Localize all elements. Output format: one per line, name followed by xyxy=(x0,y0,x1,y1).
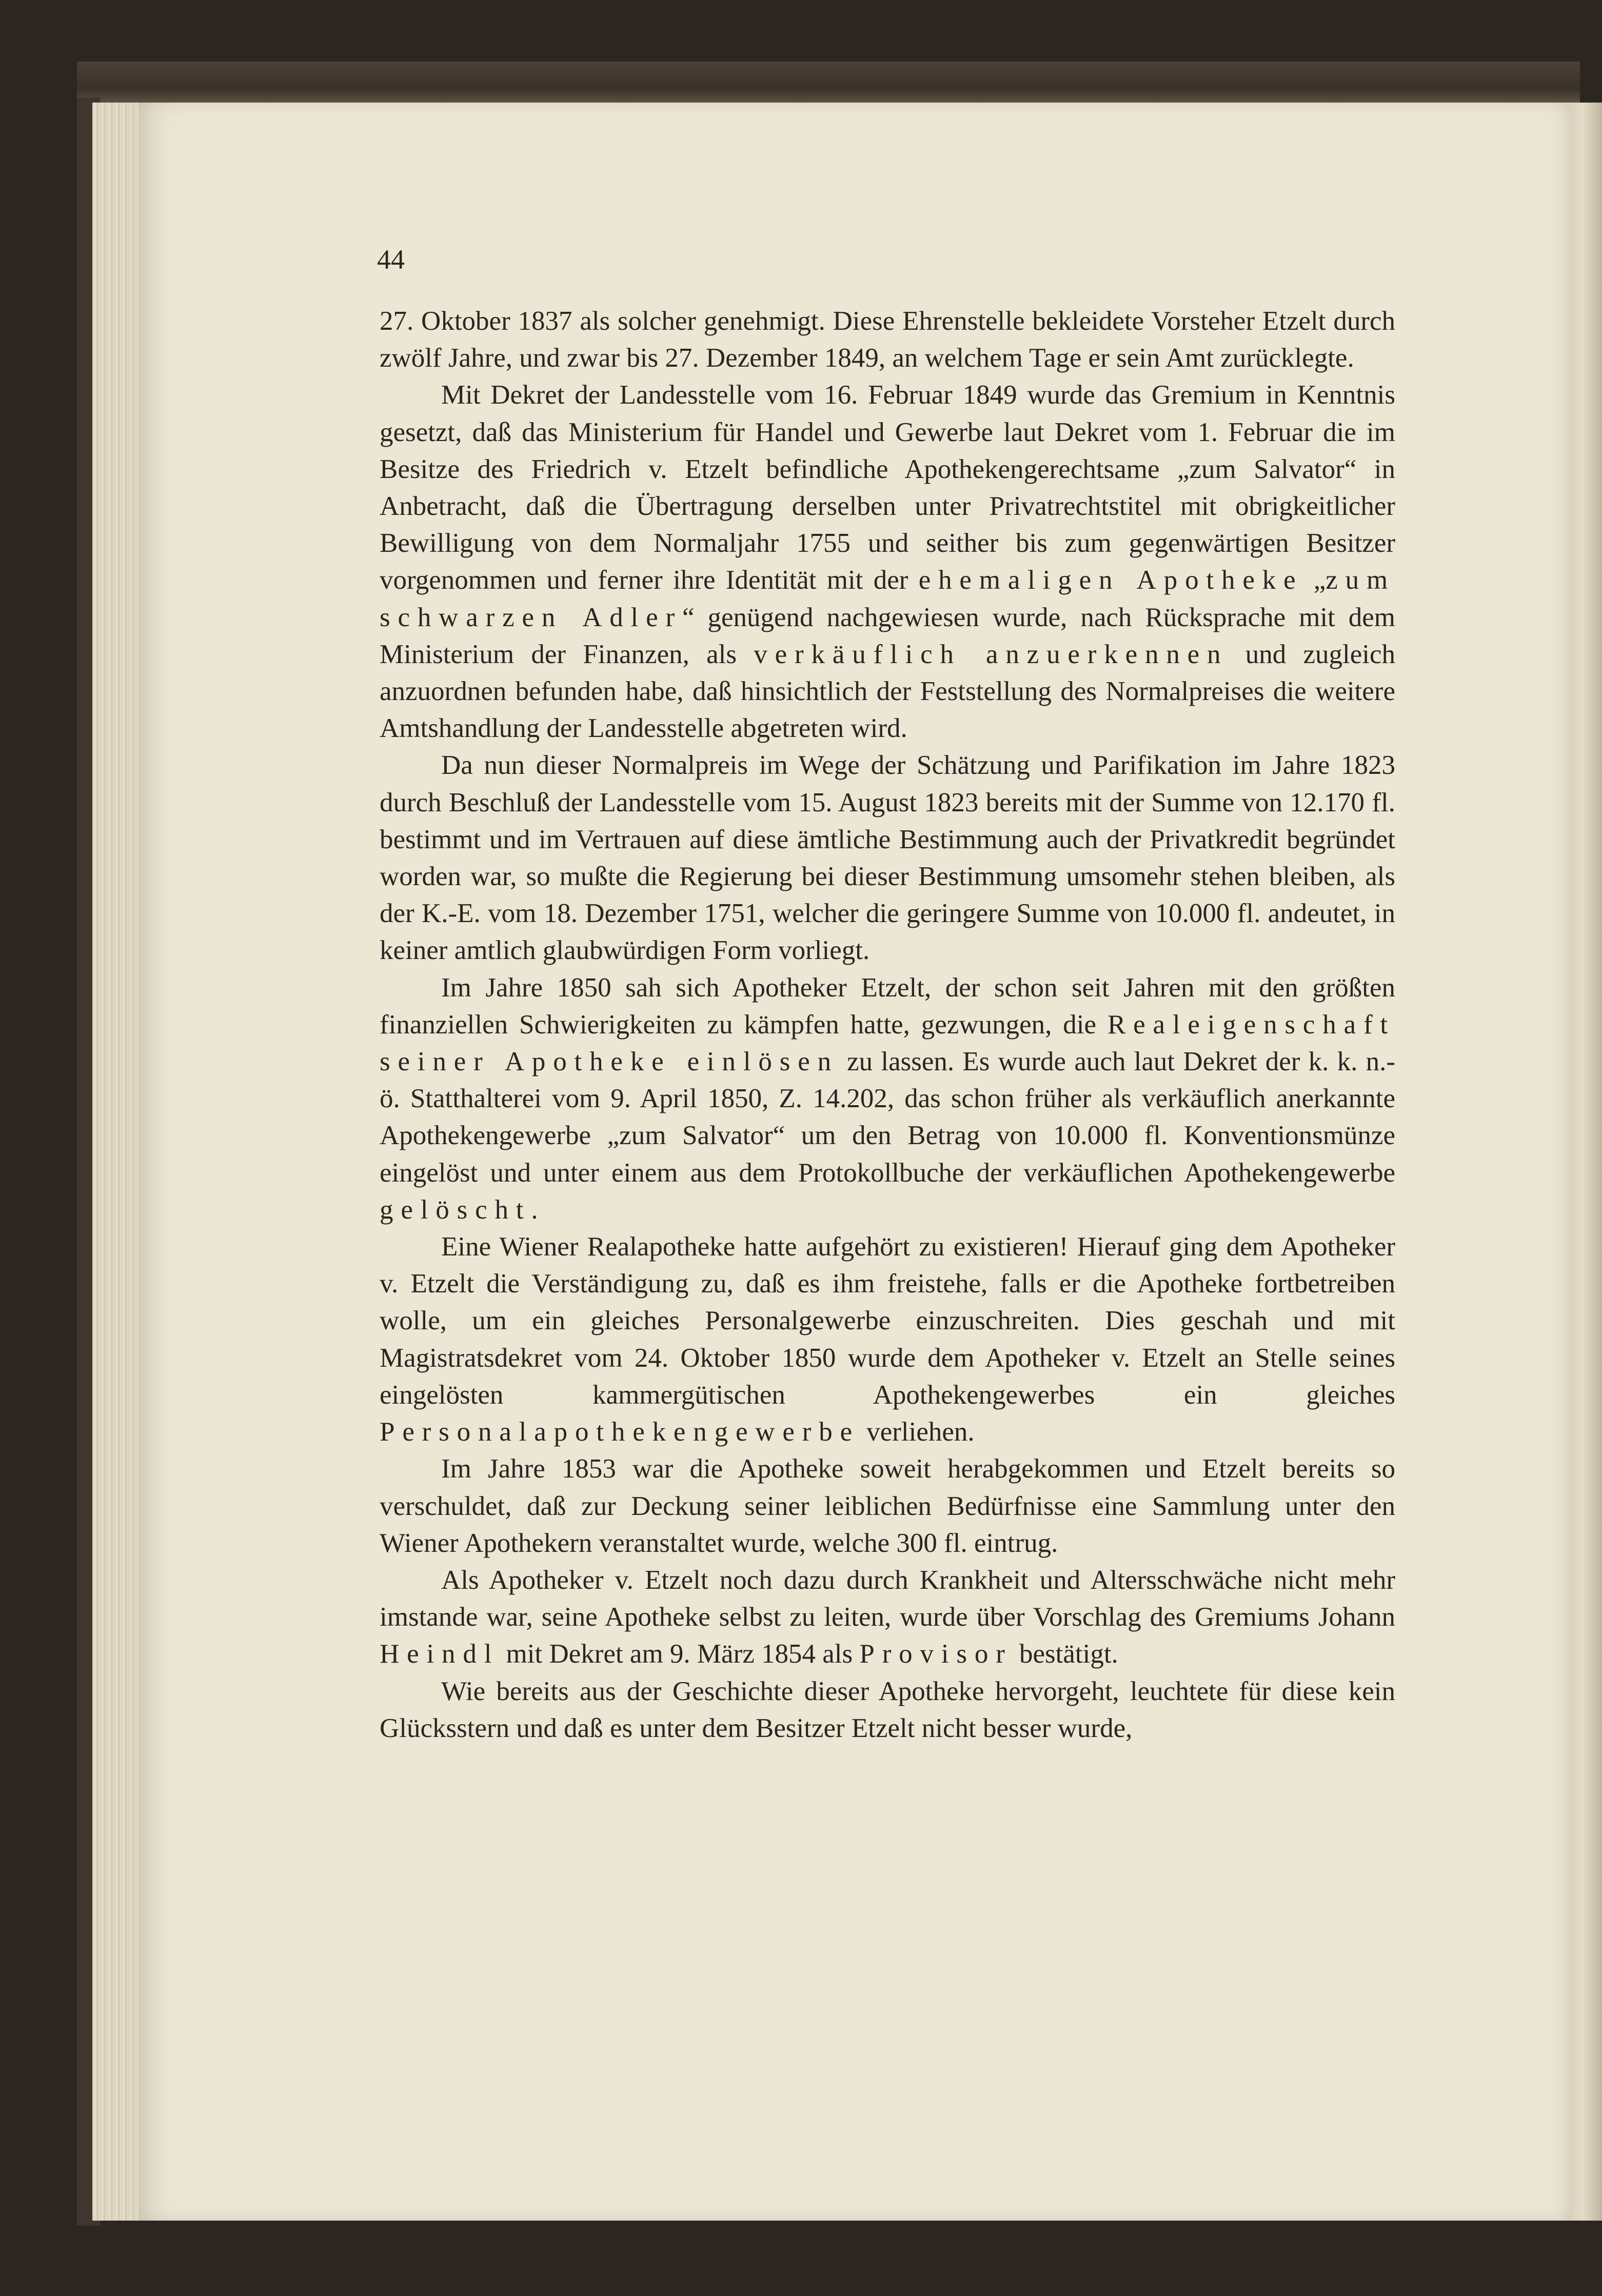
paragraph xyxy=(380,747,1395,969)
spaced-emphasis-text: Heindl xyxy=(380,1639,500,1669)
page-number: 44 xyxy=(377,244,405,275)
text-run: Wie bereits aus der Geschichte dieser Apotheke hervorgeht, leuchtete für diese kein Glücksstern und daß es unter dem Besitzer Etzelt nicht besser wurde, xyxy=(380,1676,1395,1743)
spaced-emphasis-text: Provisor xyxy=(859,1639,1013,1669)
text-run: “ genügend nachgewiesen wurde, nach Rücksprache mit dem Ministerium der Finanzen, als xyxy=(380,602,1395,669)
text-run: Als Apotheker v. Etzelt noch dazu durch Krankheit und Altersschwäche nicht mehr imstande war, seine Apotheke selbst zu leiten, wurde über Vorschlag des Gremiums Johann xyxy=(380,1565,1395,1632)
text-run: Eine Wiener Realapotheke hatte aufgehört zu existieren! Hierauf ging dem Apotheker v. Etzelt die Verständigung zu, daß es ihm freistehe, falls er die Apotheke fortbetreiben wolle, um ein gleiches Personalgewerbe einzuschreiten. Dies geschah und mit Magistratsdekret vom 24. Oktober 1850 wurde dem Apotheker v. Etzelt an Stelle seines eingelösten kammergütischen Apothekengewerbes ein gleiches xyxy=(380,1232,1395,1410)
body-text xyxy=(380,303,1395,1747)
spaced-emphasis-text: gelöscht xyxy=(380,1194,531,1225)
text-run: Im Jahre 1850 sah sich Apotheker Etzelt, der schon seit Jahren mit den größten finanziellen Schwierigkeiten zu kämpfen hatte, gezwungen, die xyxy=(380,972,1395,1040)
text-run: Im Jahre 1853 war die Apotheke soweit herabgekommen und Etzelt bereits so verschuldet, daß zur Deckung seiner leiblichen Bedürfnisse eine Sammlung unter den Wiener Apothekern veranstaltet wurde, welche 300 fl. eintrug. xyxy=(380,1454,1395,1558)
text-run: bestätigt. xyxy=(1012,1639,1118,1669)
text-run: zu lassen. Es wurde auch laut Dekret der k. k. n.-ö. Statthalterei vom 9. April 1850, Z. 14.202, das schon früher als verkäuflich anerkannte Apothekengewerbe „zum Salvator“ um den Betrag von 10.000 fl. Konventionsmünze eingelöst und unter einem aus dem Protokollbuche der verkäuflichen Apothekengewerbe xyxy=(380,1047,1395,1188)
paragraph xyxy=(380,969,1395,1228)
paragraph xyxy=(380,1450,1395,1562)
paragraph xyxy=(380,1562,1395,1673)
text-run: mit Dekret am 9. März 1854 als xyxy=(499,1639,860,1669)
spaced-emphasis-text: Realeigenschaft seiner Apotheke einlösen xyxy=(380,1009,1395,1077)
facing-page-edge xyxy=(1570,103,1602,2221)
paragraph xyxy=(380,1673,1395,1747)
text-run: Mit Dekret der Landesstelle vom 16. Februar 1849 wurde das Gremium in Kenntnis gesetzt, daß das Ministerium für Handel und Gewerbe laut Dekret vom 1. Februar die im Besitze des Friedrich v. Etzelt befindliche Apothekengerechtsame „zum Salvator“ in Anbetracht, daß die Übertragung derselben unter Privatrechtstitel mit obrigkeitlicher Bewilligung von dem Normaljahr 1755 und seither bis zum gegenwärtigen Besitzer vorgenommen und ferner ihre Identität mit der xyxy=(380,380,1395,595)
paragraph xyxy=(380,376,1395,747)
spaced-emphasis-text: zum schwarzen Adler xyxy=(380,565,1396,632)
spaced-emphasis-text: verkäuflich anzuerkennen xyxy=(754,639,1229,669)
text-run: „ xyxy=(1303,565,1326,595)
text-run: Da nun dieser Normalpreis im Wege der Schätzung und Parifikation im Jahre 1823 durch Beschluß der Landesstelle vom 15. August 1823 bereits mit der Summe von 12.170 fl. bestimmt und im Vertrauen auf diese ämtliche Bestimmung auch der Privatkredit begründet worden war, so mußte die Regierung bei dieser Bestimmung umsomehr stehen bleiben, als der K.-E. vom 18. Dezember 1751, welcher die geringere Summe von 10.000 fl. andeutet, in keiner amtlich glaubwürdigen Form vorliegt. xyxy=(380,750,1395,966)
book-cover-top-edge xyxy=(77,62,1580,108)
text-run: verliehen. xyxy=(859,1417,975,1447)
paragraph xyxy=(380,303,1395,376)
text-run: und zugleich anzuordnen befunden habe, daß hinsichtlich der Feststellung des Normalpreises die weitere Amtshandlung der Landesstelle abgetreten wird. xyxy=(380,639,1396,744)
spaced-emphasis-text: Personalapothekengewerbe xyxy=(380,1417,860,1447)
paragraph xyxy=(380,1228,1395,1450)
spaced-emphasis-text: ehemaligen Apotheke xyxy=(918,565,1303,595)
text-run: 27. Oktober 1837 als solcher genehmigt. Diese Ehrenstelle bekleidete Vorsteher Etzelt durch zwölf Jahre, und zwar bis 27. Dezember 1849, an welchem Tage er sein Amt zurücklegte. xyxy=(380,306,1395,373)
text-run: . xyxy=(531,1194,538,1225)
